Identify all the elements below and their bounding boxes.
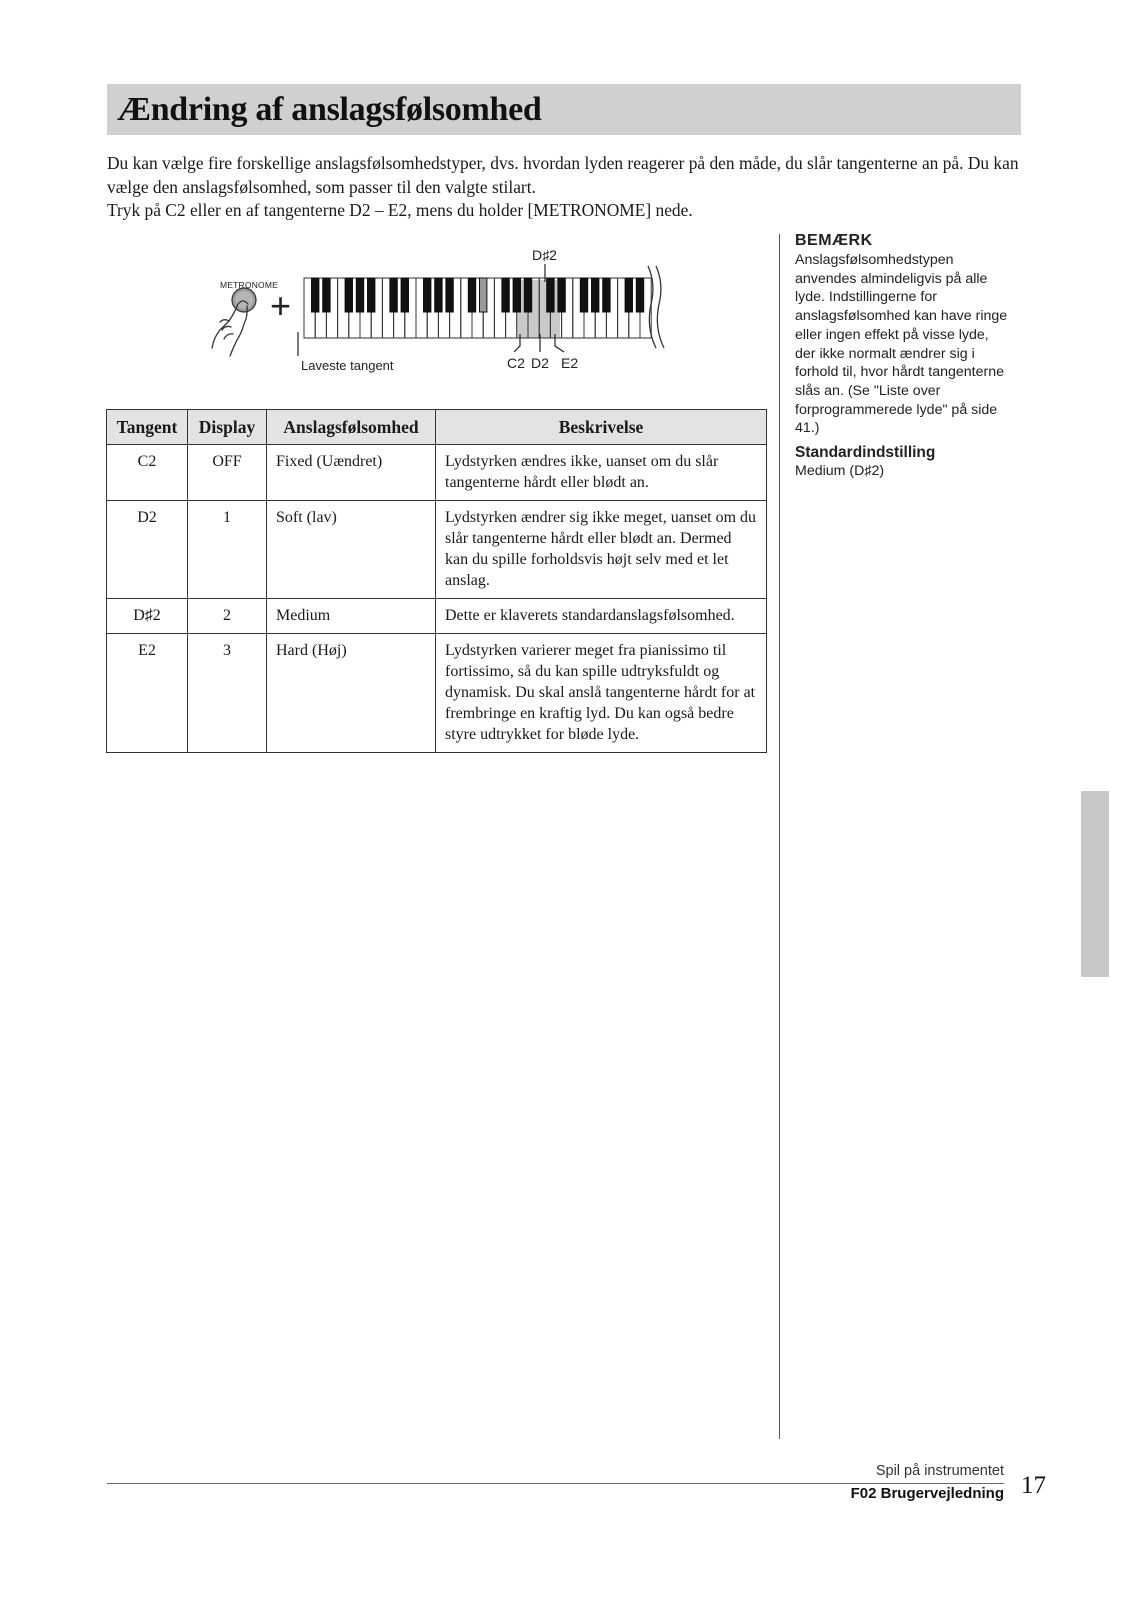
black-key xyxy=(468,278,475,312)
cell-velocity: Medium xyxy=(267,599,436,634)
black-key xyxy=(390,278,397,312)
black-key xyxy=(513,278,520,312)
table-header-row xyxy=(107,410,767,445)
cell-description: Lydstyrken ændrer sig ikke meget, uanset om du slår tangenterne hårdt eller blødt an. Dermed kan du spille forholdsvis højt selv med et let anslag. xyxy=(436,501,767,599)
c2-label: C2 xyxy=(507,355,525,371)
e2-label: E2 xyxy=(561,355,579,371)
intro-text xyxy=(107,152,1022,223)
page-number: 17 xyxy=(1021,1472,1046,1499)
cell-display: 3 xyxy=(188,634,267,753)
dsharp2-label: D♯2 xyxy=(532,247,557,263)
black-key xyxy=(547,278,554,312)
metronome-label: METRONOME xyxy=(220,280,278,290)
intro-instruction: Tryk på C2 eller en af tangenterne D2 – E2, mens du holder [METRONOME] nede. xyxy=(107,200,693,220)
velocity-table xyxy=(106,409,767,753)
cell-key: D2 xyxy=(107,501,188,599)
black-key xyxy=(502,278,509,312)
header-key: Tangent xyxy=(107,410,188,445)
note-body: Anslagsfølsomhedstypen anvendes almindeligvis på alle lyde. Indstillingerne for anslagsfølsomhed kan have ringe eller ingen effekt på visse lyde, der ikke normalt ændrer sig i forhold til, hvor hårdt tangenterne slås an. (Se "Liste over forprogrammerede lyde" på side 41.) xyxy=(795,252,1008,437)
black-key xyxy=(323,278,330,312)
keyboard-figure xyxy=(200,238,700,388)
black-key xyxy=(401,278,408,312)
footer-section-title: Spil på instrumentet xyxy=(875,1463,1004,1479)
intro-paragraph: Du kan vælge fire forskellige anslagsfølsomhedstyper, dvs. hvordan lyden reagerer på den måde, du slår tangenterne an på. Du kan vælge den anslagsfølsomhed, som passer til den valgte stilart. xyxy=(107,153,1019,197)
piano-keyboard xyxy=(304,278,651,338)
header-display: Display xyxy=(188,410,267,445)
table-row xyxy=(107,634,767,753)
dsharp2-key xyxy=(480,278,487,312)
black-key xyxy=(524,278,531,312)
cell-key: C2 xyxy=(107,445,188,501)
cell-key: E2 xyxy=(107,634,188,753)
cell-description: Dette er klaverets standardanslagsfølsomhed. xyxy=(436,599,767,634)
table-row xyxy=(107,445,767,501)
cell-velocity: Fixed (Uændret) xyxy=(267,445,436,501)
black-key xyxy=(446,278,453,312)
black-key xyxy=(345,278,352,312)
footer-divider xyxy=(107,1483,1004,1484)
cell-description: Lydstyrken ændres ikke, uanset om du slår tangenterne hårdt eller blødt an. xyxy=(436,445,767,501)
black-key xyxy=(592,278,599,312)
page-title: Ændring af anslagsfølsomhed xyxy=(117,91,542,128)
lowest-key-label: Laveste tangent xyxy=(301,358,394,373)
sidebar-divider xyxy=(779,234,780,1439)
black-key xyxy=(368,278,375,312)
black-key xyxy=(603,278,610,312)
black-key xyxy=(636,278,643,312)
note-heading: BEMÆRK xyxy=(795,232,873,249)
table-row xyxy=(107,599,767,634)
cell-display: OFF xyxy=(188,445,267,501)
table-row xyxy=(107,501,767,599)
d2-label: D2 xyxy=(531,355,549,371)
footer-manual-title: F02 Brugervejledning xyxy=(850,1485,1004,1502)
default-setting-value: Medium (D♯2) xyxy=(795,463,885,480)
plus-sign: + xyxy=(270,285,292,326)
black-key xyxy=(625,278,632,312)
header-description: Beskrivelse xyxy=(436,410,767,445)
cell-velocity: Hard (Høj) xyxy=(267,634,436,753)
black-key xyxy=(558,278,565,312)
note-sidebar xyxy=(795,232,1010,481)
cell-key: D♯2 xyxy=(107,599,188,634)
black-key xyxy=(356,278,363,312)
cell-velocity: Soft (lav) xyxy=(267,501,436,599)
cell-description: Lydstyrken varierer meget fra pianissimo til fortissimo, så du kan spille udtryksfuldt og dynamisk. Du skal anslå tangenterne hårdt for at frembringe en kraftig lyd. Du kan også bedre styre udtrykket for bløde lyde. xyxy=(436,634,767,753)
header-velocity: Anslagsfølsomhed xyxy=(267,410,436,445)
black-key xyxy=(424,278,431,312)
title-bar xyxy=(107,84,1021,135)
cell-display: 1 xyxy=(188,501,267,599)
default-setting-heading: Standardindstilling xyxy=(795,444,936,462)
chapter-thumb-tab xyxy=(1081,791,1109,977)
black-key xyxy=(435,278,442,312)
black-key xyxy=(580,278,587,312)
cell-display: 2 xyxy=(188,599,267,634)
black-key xyxy=(312,278,319,312)
